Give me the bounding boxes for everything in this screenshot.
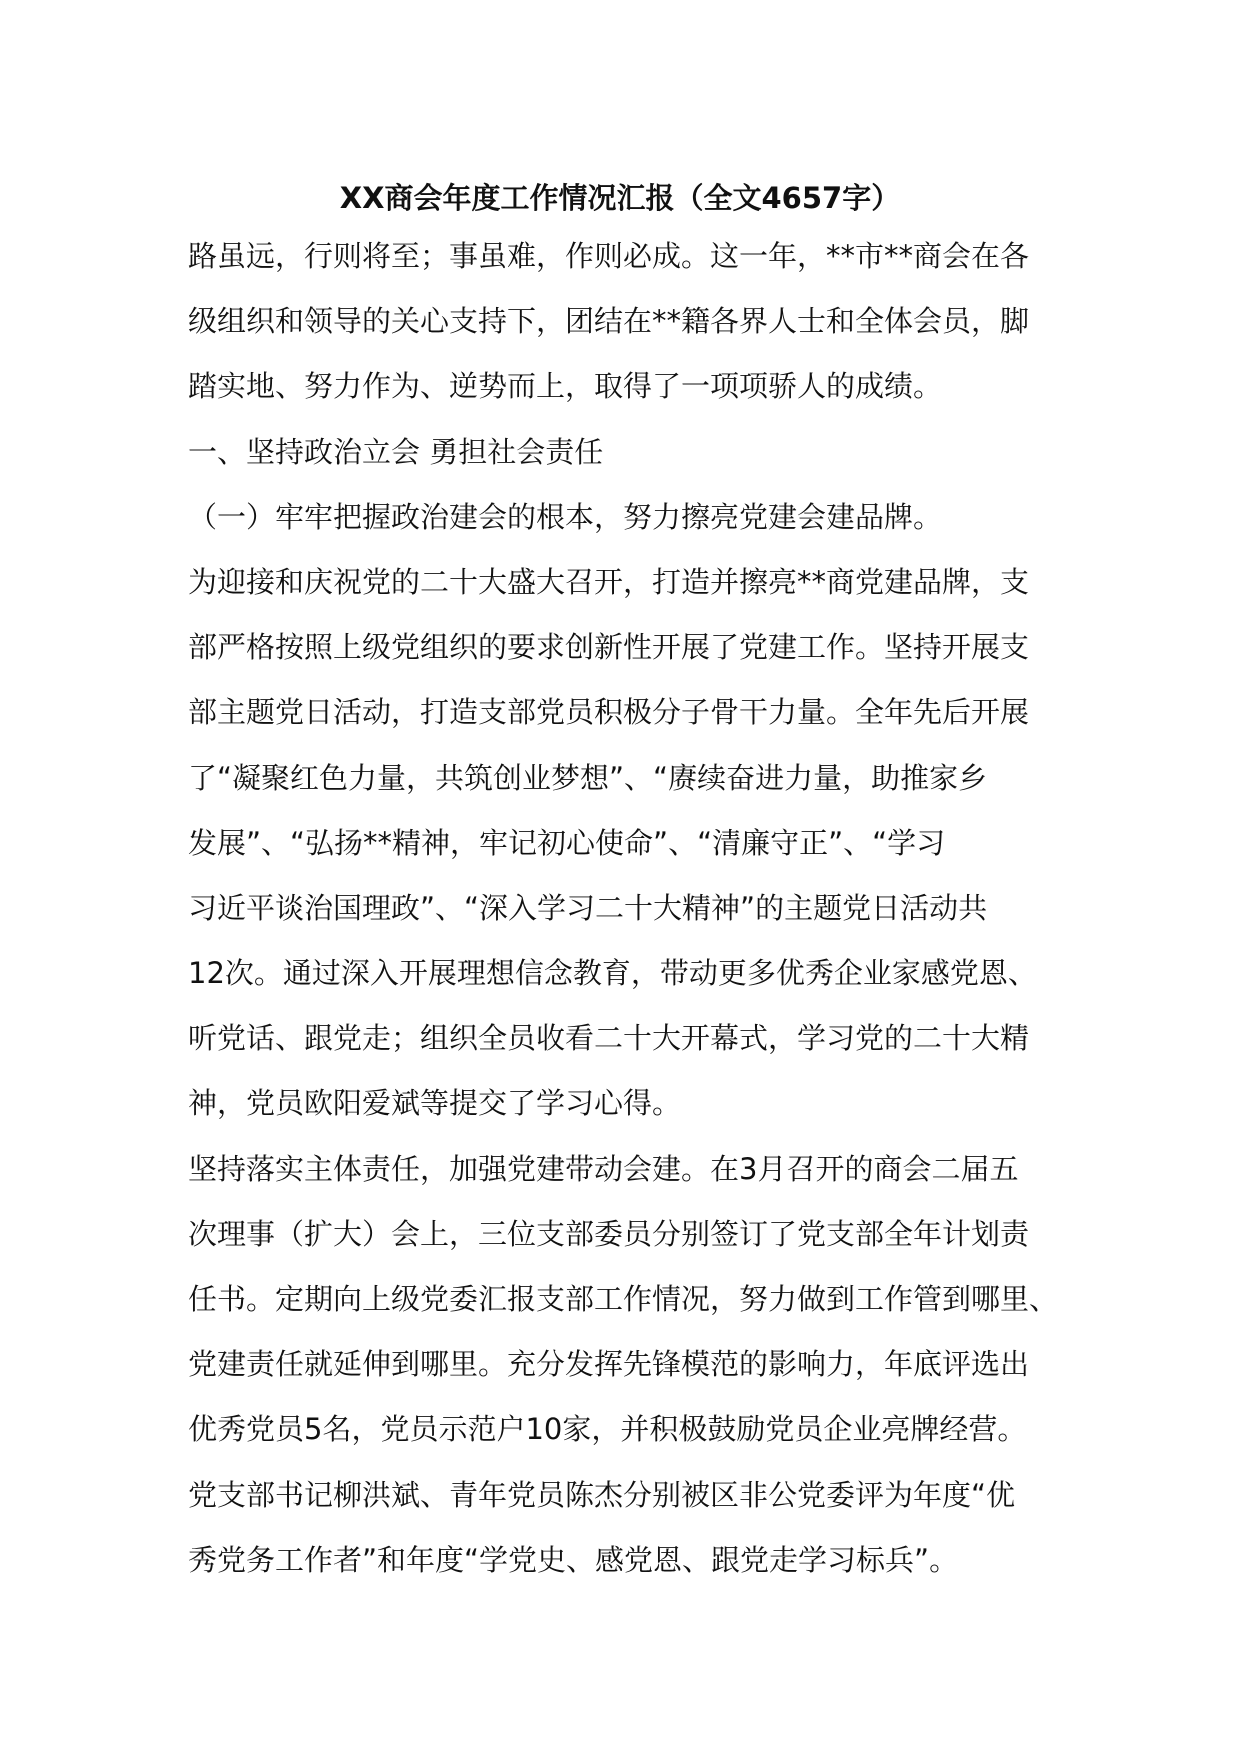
body-line: 踏实地、努力作为、逆势而上，取得了一项项骄人的成绩。 xyxy=(188,369,943,404)
body-line: 神，党员欧阳爱斌等提交了学习心得。 xyxy=(188,1086,682,1121)
body-line: 路虽远，行则将至；事虽难，作则必成。这一年，**市**商会在各 xyxy=(188,239,1030,273)
body-line: 听党话、跟党走；组织全员收看二十大开幕式，学习党的二十大精 xyxy=(188,1021,1030,1056)
body-line: 级组织和领导的关心支持下，团结在**籍各界人士和全体会员，脚 xyxy=(188,304,1030,339)
body-line: 优秀党员5名，党员示范户10家，并积极鼓励党员企业亮牌经营。 xyxy=(188,1412,1027,1447)
subsection-heading: （一）牢牢把握政治建会的根本，努力擦亮党建会建品牌。 xyxy=(188,499,943,534)
body-line: 了“凝聚红色力量，共筑创业梦想”、“赓续奋进力量，助推家乡 xyxy=(188,760,988,795)
body-line: 党建责任就延伸到哪里。充分发挥先锋模范的影响力，年底评选出 xyxy=(188,1347,1030,1382)
body-line: 次理事（扩大）会上，三位支部委员分别签订了党支部全年计划责 xyxy=(188,1216,1030,1251)
body-line: 部主题党日活动，打造支部党员积极分子骨干力量。全年先后开展 xyxy=(188,695,1030,730)
body-line: 12次。通过深入开展理想信念教育，带动更多优秀企业家感党恩、 xyxy=(188,956,1037,991)
document-body xyxy=(188,236,1068,1605)
body-line: 坚持落实主体责任，加强党建带动会建。在3月召开的商会二届五 xyxy=(188,1151,1019,1186)
body-line: 为迎接和庆祝党的二十大盛大召开，打造并擦亮**商党建品牌，支 xyxy=(188,564,1030,599)
document-title: XX商会年度工作情况汇报（全文4657字） xyxy=(339,181,901,215)
section-heading: 一、坚持政治立会 勇担社会责任 xyxy=(188,434,604,469)
body-line: 任书。定期向上级党委汇报支部工作情况，努力做到工作管到哪里、 xyxy=(188,1282,1059,1316)
body-line: 党支部书记柳洪斌、青年党员陈杰分别被区非公党委评为年度“优 xyxy=(188,1477,1016,1512)
body-line: 习近平谈治国理政”、“深入学习二十大精神”的主题党日活动共 xyxy=(188,890,988,925)
body-line: 发展”、“弘扬**精神，牢记初心使命”、“清廉守正”、“学习 xyxy=(188,825,946,860)
body-line: 秀党务工作者”和年度“学党史、感党恩、跟党走学习标兵”。 xyxy=(188,1542,959,1577)
body-line: 部严格按照上级党组织的要求创新性开展了党建工作。坚持开展支 xyxy=(188,630,1030,665)
